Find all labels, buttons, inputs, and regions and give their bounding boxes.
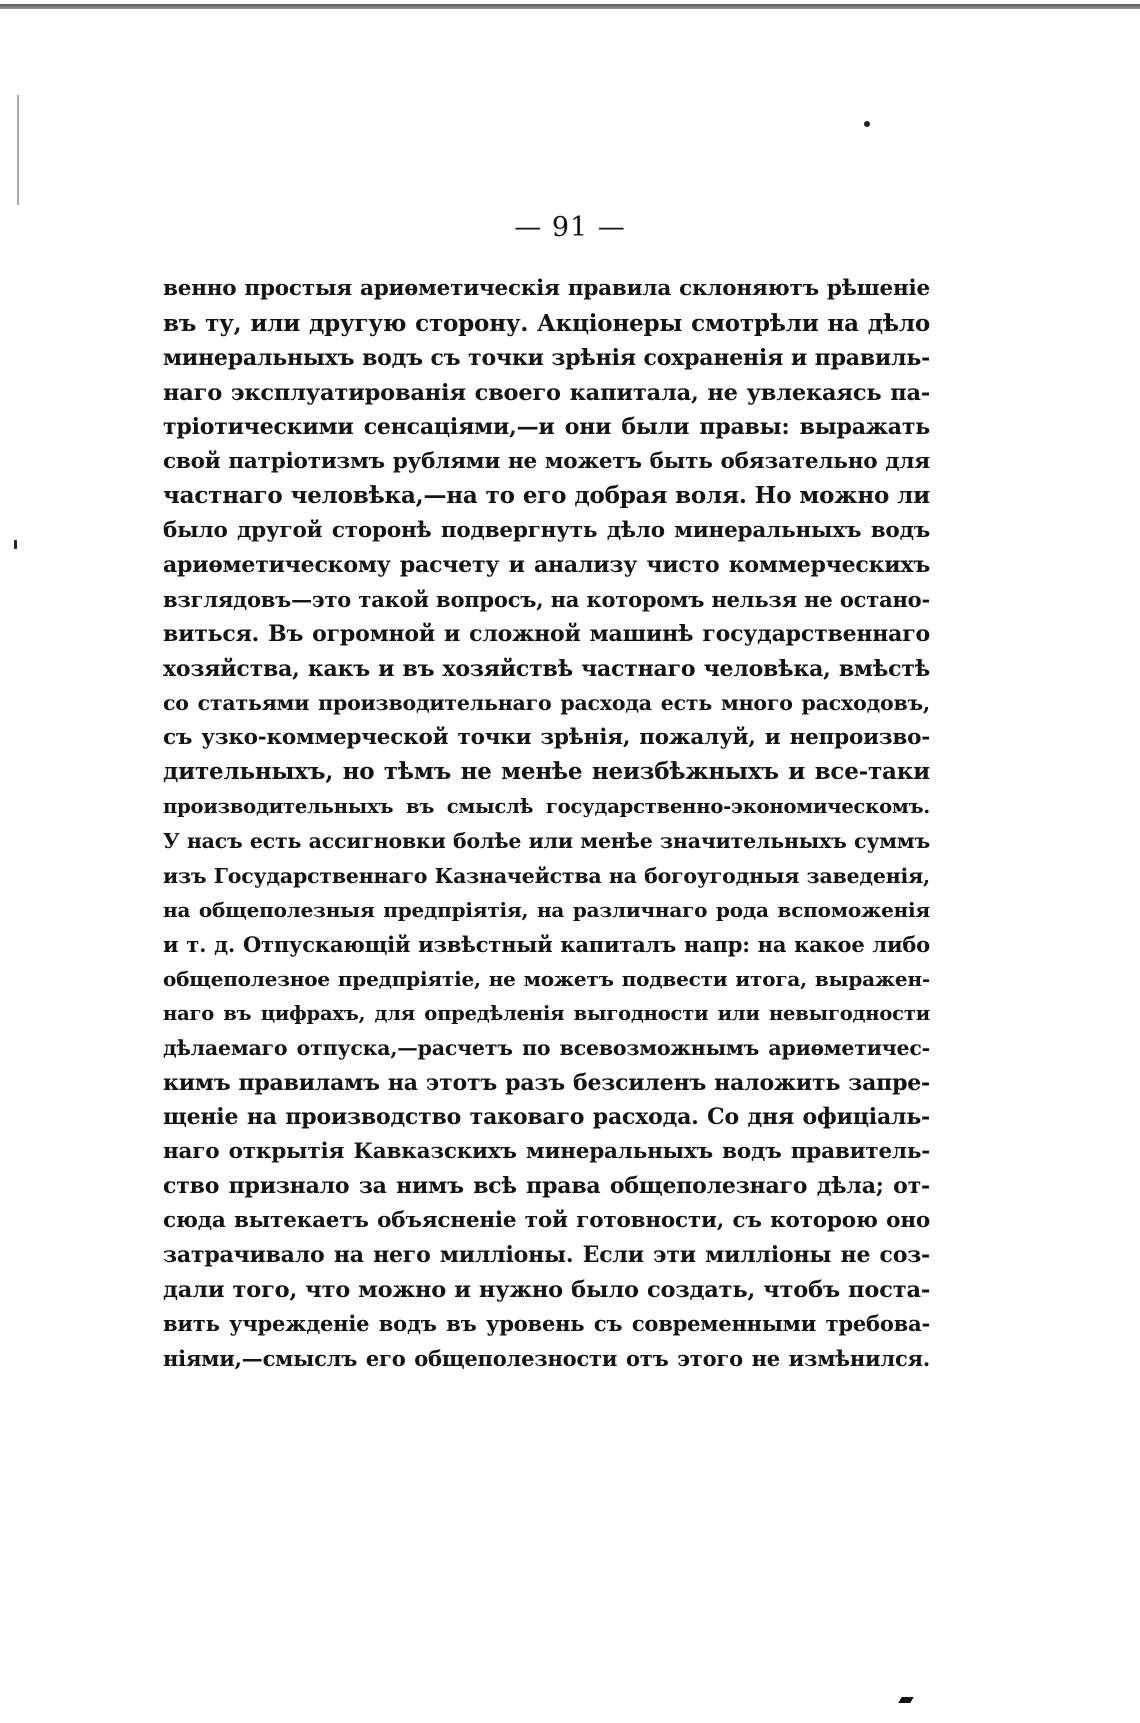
text-line: и т. д. Отпускающій извѣстный капиталъ напр: на какое либо [163,931,930,957]
text-line: щеніе на производство таковаго расхода. Со дня офиціаль- [163,1104,930,1130]
text-line: наго эксплуатированія своего капитала, не увлекаясь па- [163,379,930,406]
text-line: было другой сторонѣ подвергнуть дѣло минеральныхъ водъ [163,517,930,543]
page-number: — 91 — [514,212,626,243]
scan-speck [864,121,870,127]
text-line: ніями,—смыслъ его общеполезности отъ этого не измѣнился. [163,1345,930,1371]
text-line: на общеполезныя предпріятія, на различнаго рода вспоможенія [163,898,930,922]
text-line: свой патріотизмъ рублями не можетъ быть обязательно для [163,448,930,474]
scan-binding-mark [17,95,19,205]
text-line: затрачивало на него милліоны. Если эти милліоны не соз- [163,1242,930,1268]
text-line: взглядовъ—это такой вопросъ, на которомъ нельзя не остано- [163,586,930,612]
text-line: ство признало за нимъ всѣ права общеполезнаго дѣла; от- [163,1173,930,1199]
text-line: изъ Государственнаго Казначейства на богоугодныя заведенія, [163,863,930,888]
scan-top-rule [0,4,1140,9]
text-line: въ ту, или другую сторону. Акціонеры смотрѣли на дѣло [163,309,930,337]
text-line: тріотическими сенсаціями,—и они были правы: выражать [163,414,930,440]
text-line: минеральныхъ водъ съ точки зрѣнія сохраненія и правиль- [163,345,930,371]
body-text [163,272,930,1376]
text-line: производительныхъ въ смыслѣ государственно-экономическомъ. [163,794,930,818]
text-line: вить учрежденіе водъ въ уровень съ современными требова- [163,1311,930,1336]
text-line: съ узко-коммерческой точки зрѣнія, пожалуй, и непроизво- [163,724,930,750]
text-line: общеполезное предпріятіе, не можетъ подвести итога, выражен- [163,967,930,991]
text-line: дали того, что можно и нужно было создать, чтобъ поста- [163,1276,930,1303]
scan-speck [14,540,17,549]
text-line: ариѳметическому расчету и анализу чисто коммерческихъ [163,552,930,578]
text-line: венно простыя ариѳметическія правила склоняютъ рѣшеніе [163,276,930,301]
text-line: У насъ есть ассигновки болѣе или менѣе значительныхъ суммъ [163,829,930,853]
text-line: частнаго человѣка,—на то его добрая воля. Но можно ли [163,482,930,509]
text-line: виться. Въ огромной и сложной машинѣ государственнаго [163,621,930,647]
text-line: дительныхъ, но тѣмъ не менѣе неизбѣжныхъ и все-таки [163,758,930,785]
text-line: со статьями производительнаго расхода есть много расходовъ, [163,691,930,715]
text-line: кимъ правиламъ на этотъ разъ безсиленъ наложить запре- [163,1069,930,1096]
text-line: дѣлаемаго отпуска,—расчетъ по всевозможнымъ ариѳметичес- [163,1036,930,1060]
text-line: сюда вытекаетъ объясненіе той готовности, съ которою оно [163,1207,930,1233]
text-line: наго открытія Кавказскихъ минеральныхъ водъ правитель- [163,1138,930,1164]
scan-corner-mark [898,1697,913,1703]
text-line: наго въ цифрахъ, для опредѣленія выгодности или невыгодности [163,1001,930,1025]
text-line: хозяйства, какъ и въ хозяйствѣ частнаго человѣка, вмѣстѣ [163,655,930,682]
